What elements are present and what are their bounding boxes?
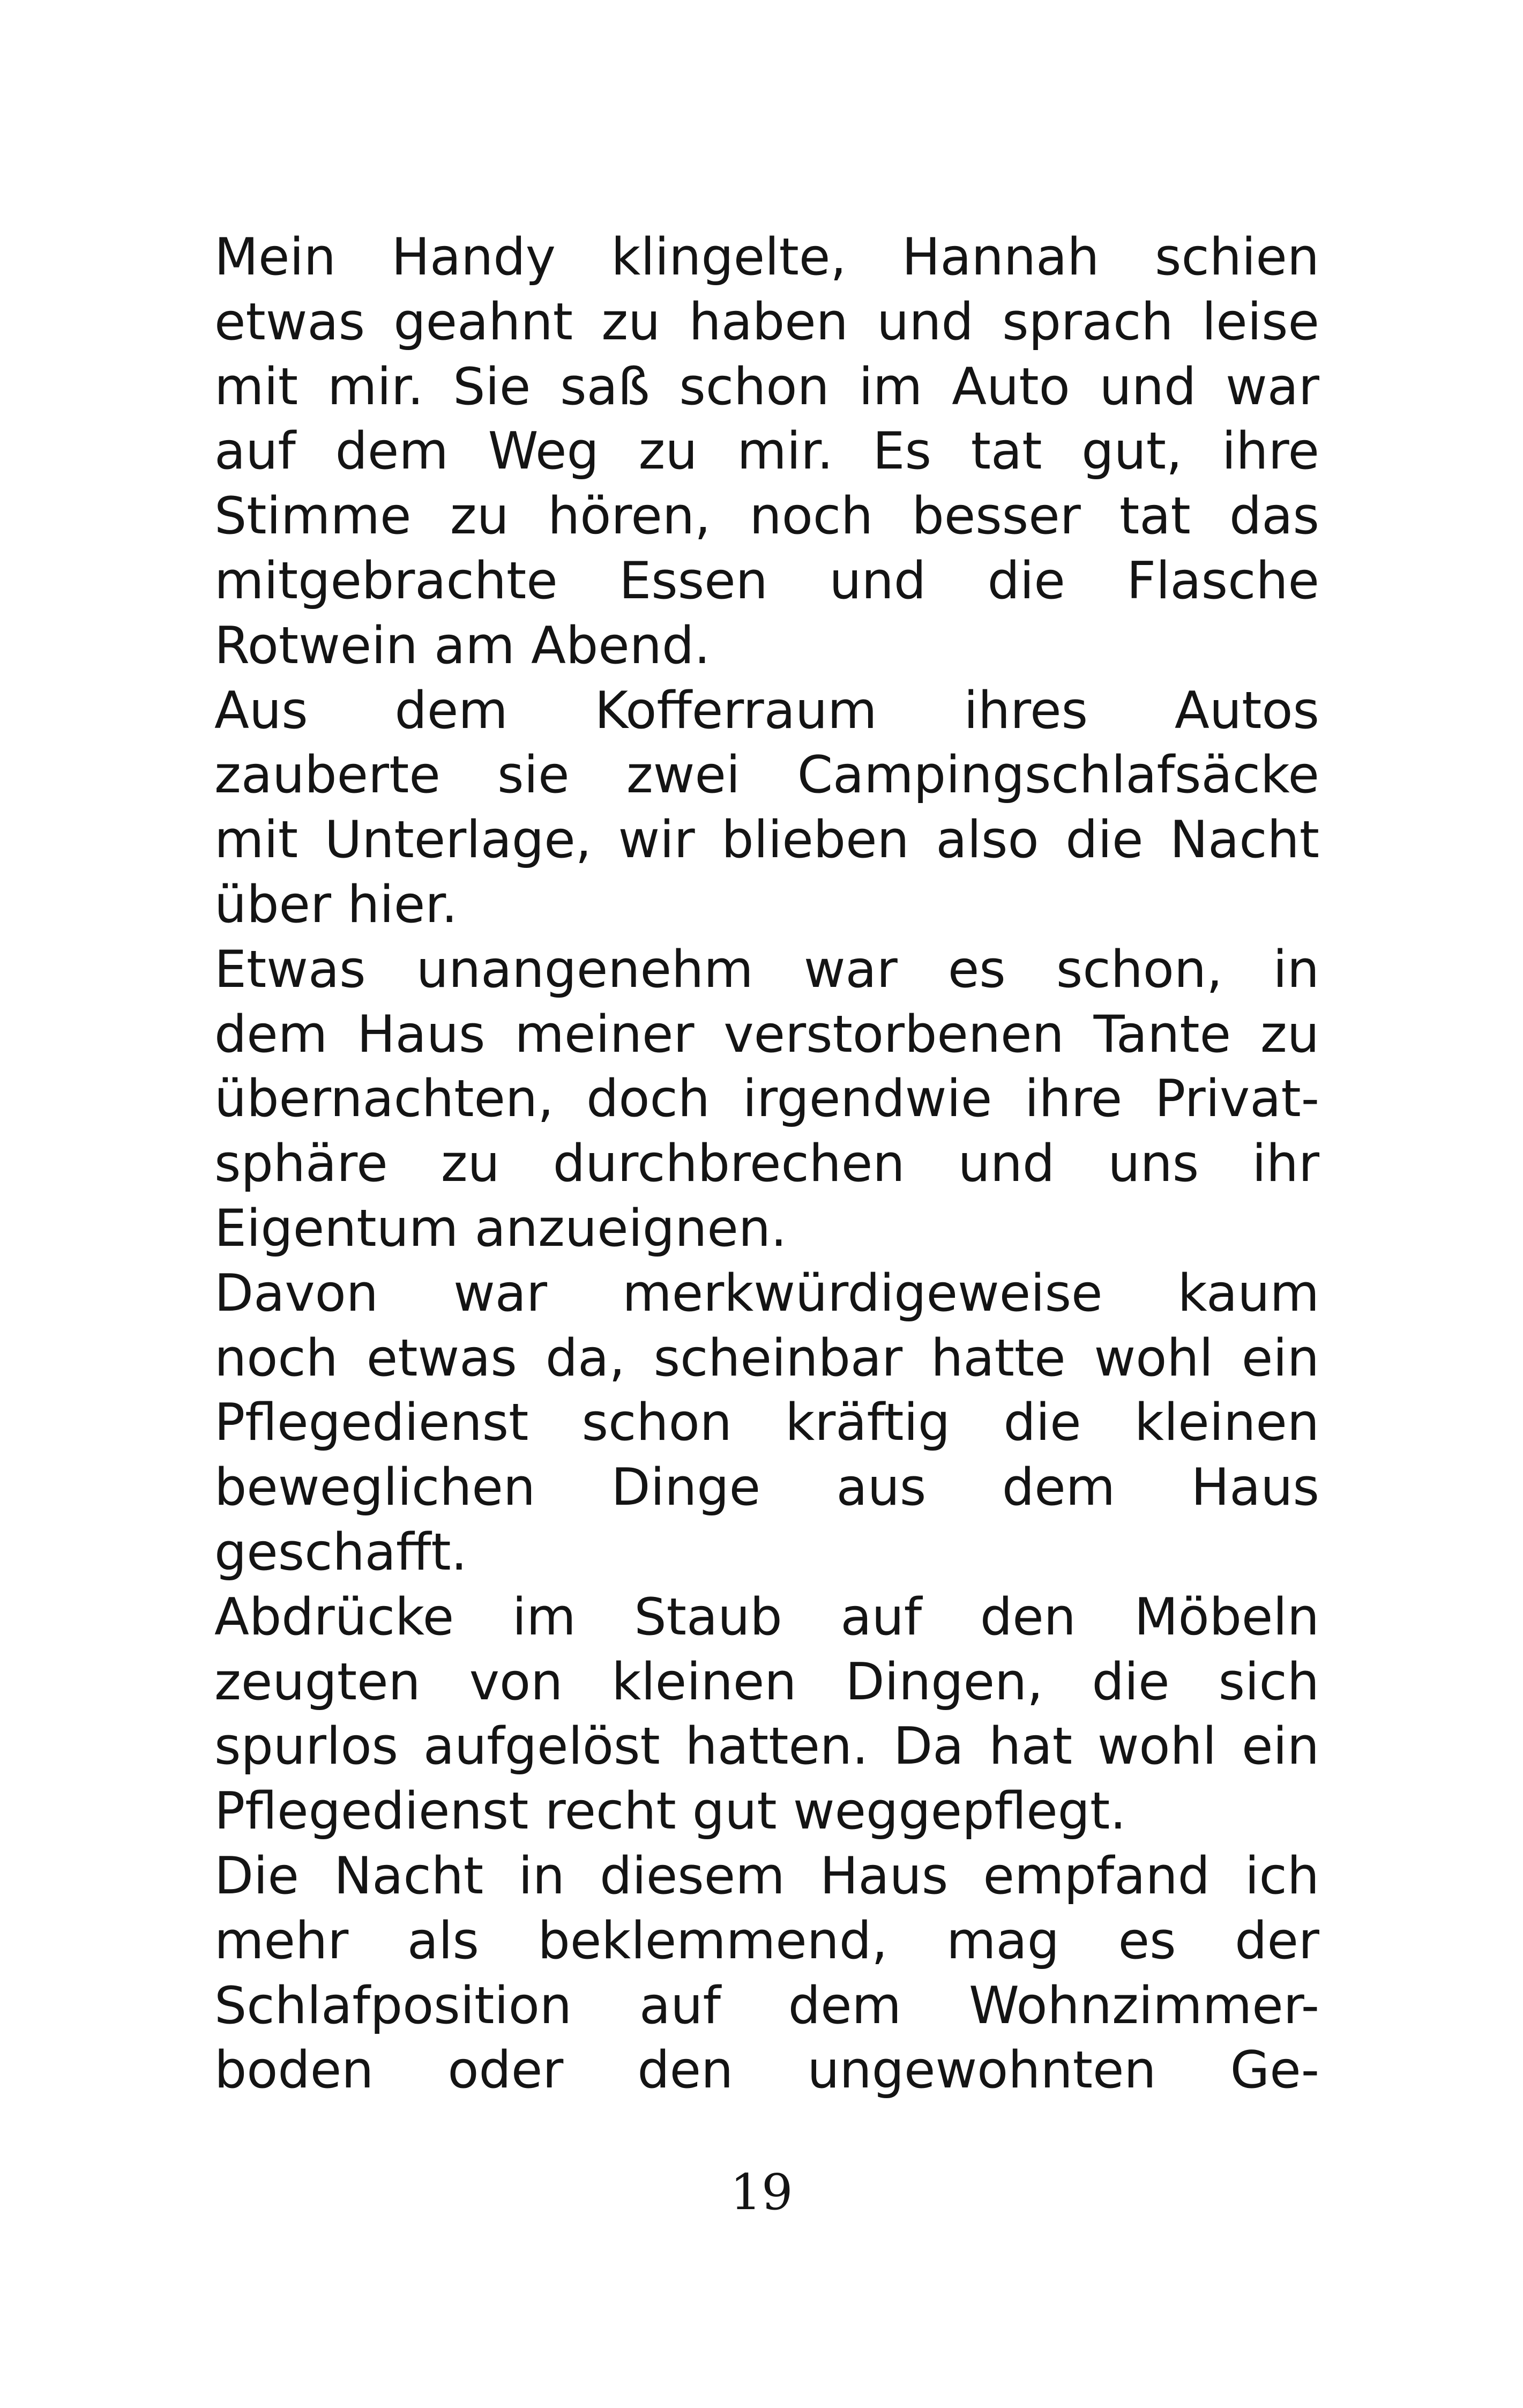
body-text bbox=[214, 225, 1319, 2103]
text-line: Abdrücke im Staub auf den Möbeln bbox=[214, 1587, 1319, 1647]
text-line: boden oder den ungewohnten Ge- bbox=[214, 2041, 1319, 2100]
text-line: Stimme zu hören, noch besser tat das bbox=[214, 487, 1319, 546]
text-line: Davon war merkwürdigeweise kaum bbox=[214, 1264, 1319, 1323]
text-line: mehr als beklemmend, mag es der bbox=[214, 1911, 1319, 1971]
text-line: Rotwein am Abend. bbox=[214, 616, 711, 675]
text-line: etwas geahnt zu haben und sprach leise bbox=[214, 292, 1319, 352]
text-line: über hier. bbox=[214, 875, 458, 934]
text-line: geschafft. bbox=[214, 1522, 467, 1582]
text-line: Etwas unangenehm war es schon, in bbox=[214, 940, 1319, 999]
text-line: Pflegedienst schon kräftig die kleinen bbox=[214, 1393, 1319, 1453]
text-line: mit Unterlage, wir blieben also die Nacht bbox=[214, 811, 1319, 870]
text-line: sphäre zu durchbrechen und uns ihr bbox=[214, 1134, 1319, 1194]
page-number: 19 bbox=[730, 2164, 793, 2221]
text-line: zauberte sie zwei Campingschlafsäcke bbox=[214, 746, 1319, 805]
text-line: zeugten von kleinen Dingen, die sich bbox=[214, 1652, 1319, 1712]
text-line: Die Nacht in diesem Haus empfand ich bbox=[214, 1846, 1319, 1906]
text-line: dem Haus meiner verstorbenen Tante zu bbox=[214, 1005, 1319, 1064]
text-line: Aus dem Kofferraum ihres Autos bbox=[214, 681, 1319, 740]
text-line: mitgebrachte Essen und die Flasche bbox=[214, 551, 1319, 611]
text-line: mit mir. Sie saß schon im Auto und war bbox=[214, 357, 1319, 417]
text-line: Mein Handy klingelte, Hannah schien bbox=[214, 228, 1319, 287]
text-line: Pflegedienst recht gut weggepflegt. bbox=[214, 1782, 1126, 1841]
text-line: spurlos aufgelöst hatten. Da hat wohl ein bbox=[214, 1717, 1319, 1777]
text-line: noch etwas da, scheinbar hatte wohl ein bbox=[214, 1328, 1319, 1388]
text-line: übernachten, doch irgendwie ihre Privat- bbox=[214, 1069, 1319, 1129]
text-line: auf dem Weg zu mir. Es tat gut, ihre bbox=[214, 422, 1319, 481]
text-line: Schlafposition auf dem Wohnzimmer- bbox=[214, 1976, 1319, 2035]
text-line: beweglichen Dinge aus dem Haus bbox=[214, 1458, 1319, 1518]
text-line: Eigentum anzueignen. bbox=[214, 1199, 787, 1258]
